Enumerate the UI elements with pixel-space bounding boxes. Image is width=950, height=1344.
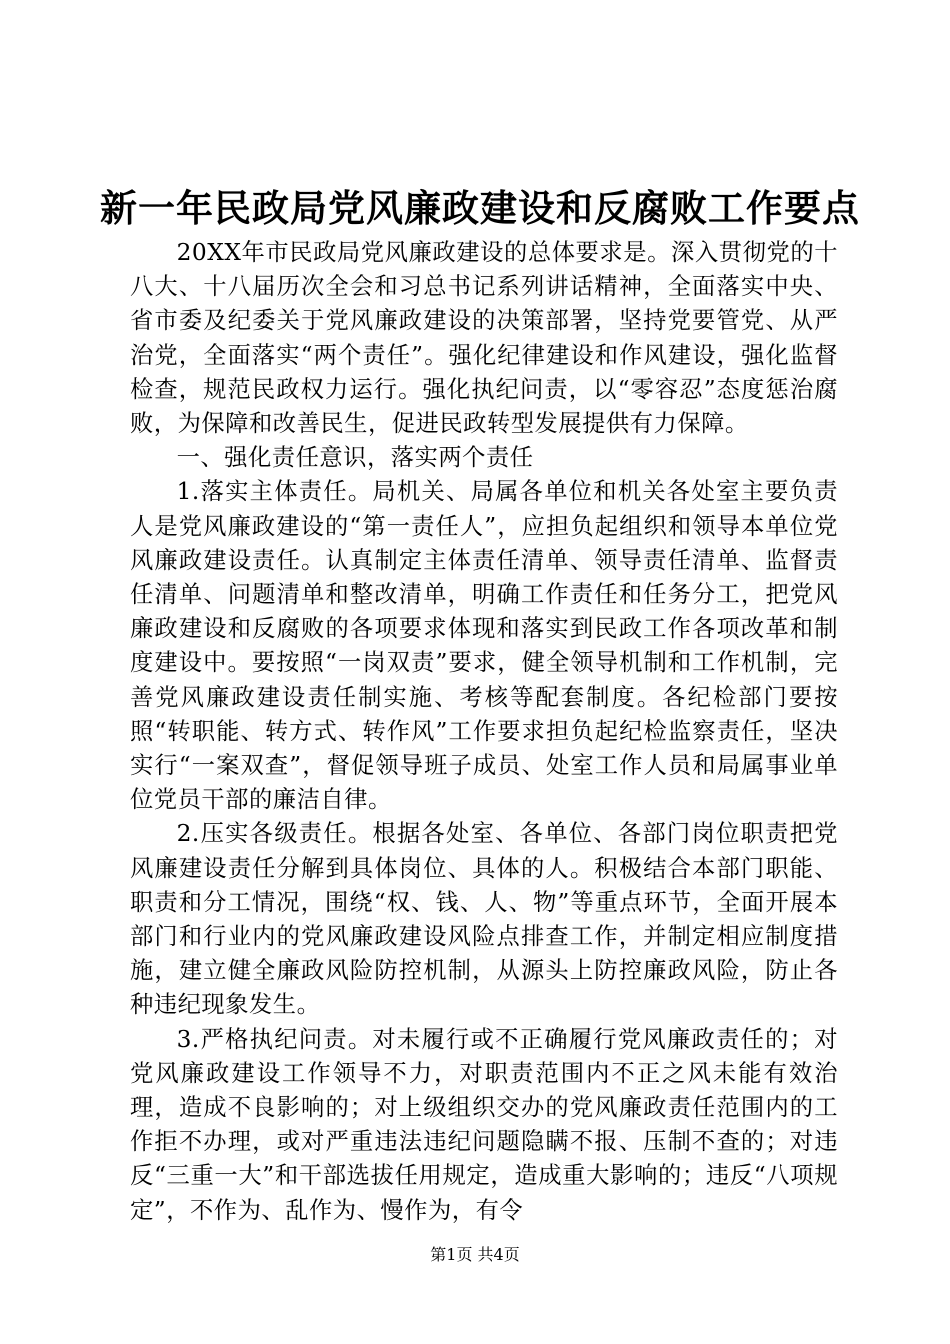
page-number-footer: 第1页 共4页	[430, 1245, 520, 1264]
document-title: 新一年民政局党风廉政建设和反腐败工作要点	[100, 186, 860, 230]
paragraph-item-2: 2.压实各级责任。根据各处室、各单位、各部门岗位职责把党风廉建设责任分解到具体岗位、具体的人。积极结合本部门职能、职责和分工情况，围绕“权、钱、人、物”等重点环节，全面开展本部门和行业内的党风廉政建设风险点排查工作，并制定相应制度措施，建立健全廉政风险防控机制，从源头上防控廉政风险，防止各种违纪现象发生。	[130, 820, 838, 1019]
paragraph-item-3: 3.严格执纪问责。对未履行或不正确履行党风廉政责任的；对党风廉政建设工作领导不力，对职责范围内不正之风未能有效治理，造成不良影响的；对上级组织交办的党风廉政责任范围内的工作拒不办理，或对严重违法违纪问题隐瞒不报、压制不查的；对违反“三重一大”和干部选拔任用规定，造成重大影响的；违反“八项规定”，不作为、乱作为、慢作为，有令	[130, 1025, 838, 1224]
document-body	[130, 236, 838, 1228]
paragraph-item-1: 1.落实主体责任。局机关、局属各单位和机关各处室主要负责人是党风廉政建设的“第一责任人”，应担负起组织和领导本单位党风廉政建设责任。认真制定主体责任清单、领导责任清单、监督责任清单、问题清单和整改清单，明确工作责任和任务分工，把党风廉政建设和反腐败的各项要求体现和落实到民政工作各项改革和制度建设中。要按照“一岗双责”要求，健全领导机制和工作机制，完善党风廉政建设责任制实施、考核等配套制度。各纪检部门要按照“转职能、转方式、转作风”工作要求担负起纪检监察责任，坚决实行“一案双查”，督促领导班子成员、处室工作人员和局属事业单位党员干部的廉洁自律。	[130, 478, 838, 814]
paragraph-intro: 20XX年市民政局党风廉政建设的总体要求是。深入贯彻党的十八大、十八届历次全会和习总书记系列讲话精神，全面落实中央、省市委及纪委关于党风廉政建设的决策部署，坚持党要管党、从严治党，全面落实“两个责任”。强化纪律建设和作风建设，强化监督检查，规范民政权力运行。强化执纪问责，以“零容忍”态度惩治腐败，为保障和改善民生，促进民政转型发展提供有力保障。	[130, 239, 838, 438]
section-heading-1: 一、强化责任意识，落实两个责任	[176, 444, 534, 472]
